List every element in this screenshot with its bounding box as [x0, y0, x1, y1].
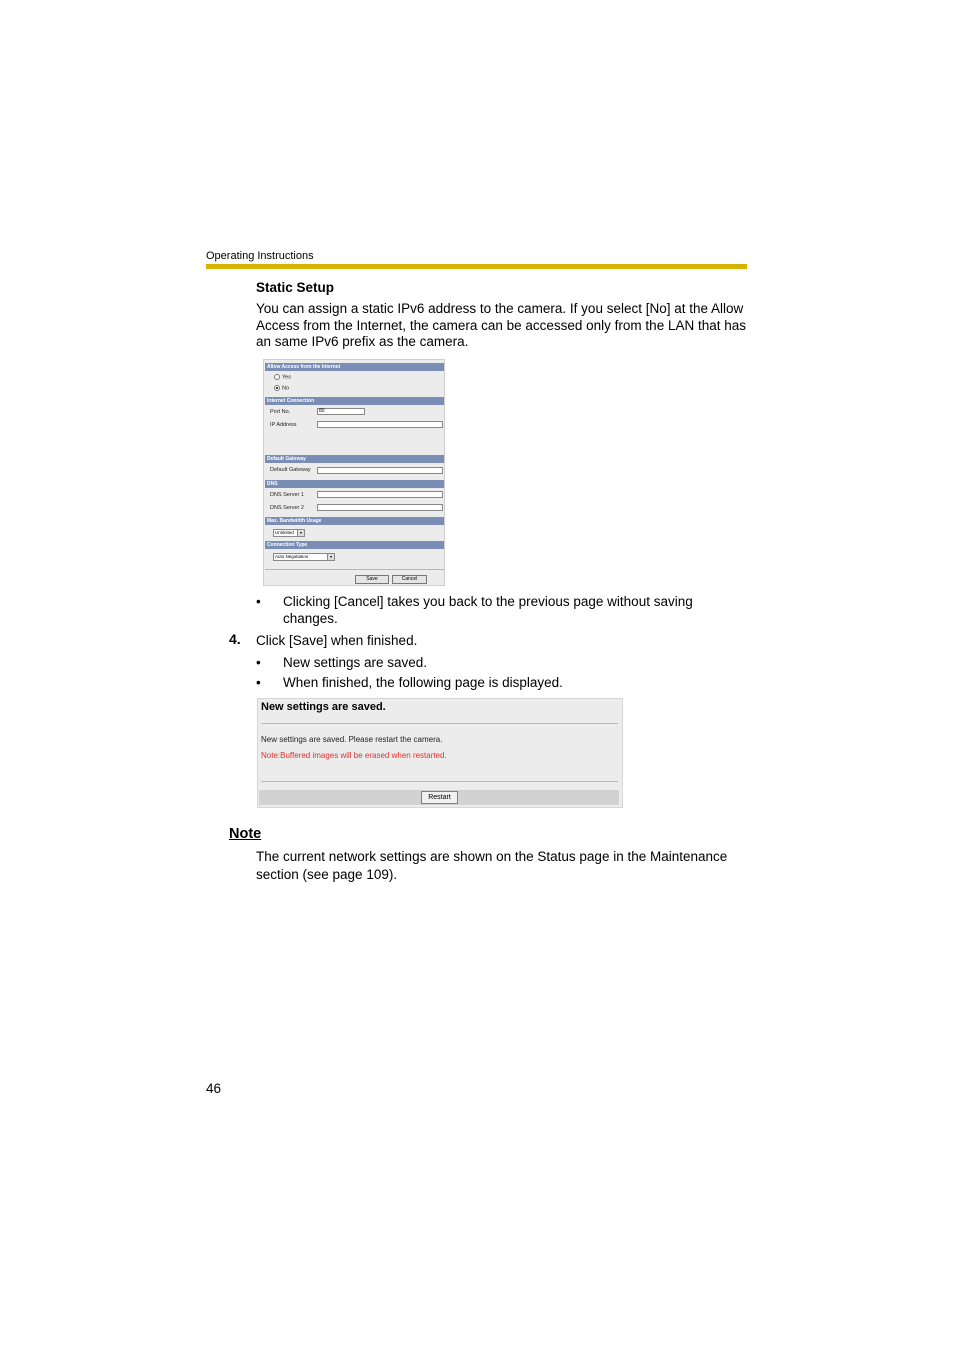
default-gateway-input[interactable]: [317, 467, 443, 474]
saved-message: New settings are saved. Please restart the camera.: [261, 735, 443, 744]
bullet-icon: •: [256, 675, 261, 690]
intro-paragraph: You can assign a static IPv6 address to the camera. If you select [No] at the Allow Access from the Internet, the camera can be accessed only from the LAN that has an same IPv6 prefix as the camera.: [256, 301, 746, 349]
saved-divider-bottom: [261, 781, 618, 782]
step-number: 4.: [229, 631, 241, 647]
header-rule: [206, 264, 747, 269]
radio-yes-icon[interactable]: [274, 374, 280, 380]
radio-no-icon[interactable]: [274, 385, 280, 391]
bandwidth-header: Max. Bandwidth Usage: [265, 517, 444, 525]
ip-address-label: IP Address: [270, 422, 297, 428]
option-no[interactable]: [274, 385, 289, 391]
default-gateway-label: Default Gateway: [270, 467, 311, 473]
page-number: 46: [206, 1081, 222, 1096]
step-text: Click [Save] when finished.: [256, 633, 418, 648]
saved-title: New settings are saved.: [261, 701, 386, 713]
running-header: Operating Instructions: [206, 250, 314, 262]
bullet-text: New settings are saved.: [283, 655, 428, 670]
settings-saved-screenshot: [257, 698, 623, 808]
option-no-label: No: [282, 385, 290, 392]
option-yes-label: Yes: [282, 374, 291, 381]
dns-header: DNS: [265, 480, 444, 488]
section-title: Static Setup: [256, 280, 335, 295]
saved-divider-top: [261, 723, 618, 724]
default-gateway-header: Default Gateway: [265, 455, 444, 463]
dns-server-2-input[interactable]: [317, 504, 443, 511]
port-no-input[interactable]: 80: [317, 408, 365, 415]
form-divider: [265, 569, 444, 570]
dns-server-1-label: DNS Server 1: [270, 492, 304, 498]
note-heading: Note: [229, 826, 262, 842]
list-item: [256, 594, 748, 628]
port-no-label: Port No.: [270, 409, 291, 415]
save-button[interactable]: Save: [355, 575, 389, 584]
saved-note: Note:Buffered images will be erased when restarted.: [261, 751, 447, 760]
dns-server-1-input[interactable]: [317, 491, 443, 498]
list-item: [256, 675, 748, 692]
note-body: The current network settings are shown on the Status page in the Maintenance section (see page 109).: [256, 849, 728, 882]
option-yes[interactable]: [274, 374, 291, 380]
bullet-icon: •: [256, 655, 261, 670]
bullet-text: When finished, the following page is displayed.: [283, 675, 563, 690]
connection-type-header: Connection Type: [265, 541, 444, 549]
connection-type-select[interactable]: [273, 553, 335, 561]
dns-server-2-label: DNS Server 2: [270, 505, 304, 511]
ip-address-input[interactable]: [317, 421, 443, 428]
saved-footer: [259, 790, 619, 805]
chevron-down-icon: ▾: [327, 554, 334, 560]
chevron-down-icon: ▾: [297, 530, 304, 536]
connection-type-select-value: Auto Negotiation: [275, 554, 309, 559]
bandwidth-select[interactable]: [273, 529, 305, 537]
allow-access-header: Allow Access from the Internet: [265, 363, 444, 371]
static-setup-screenshot: [263, 359, 445, 586]
internet-connection-header: Internet Connection: [265, 397, 444, 405]
list-item: [256, 655, 748, 672]
restart-button[interactable]: Restart: [421, 791, 458, 804]
bullet-text: Clicking [Cancel] takes you back to the previous page without saving changes.: [283, 594, 693, 626]
bullet-icon: •: [256, 594, 261, 609]
cancel-button[interactable]: Cancel: [392, 575, 427, 584]
bandwidth-select-value: Unlimited: [275, 530, 294, 535]
